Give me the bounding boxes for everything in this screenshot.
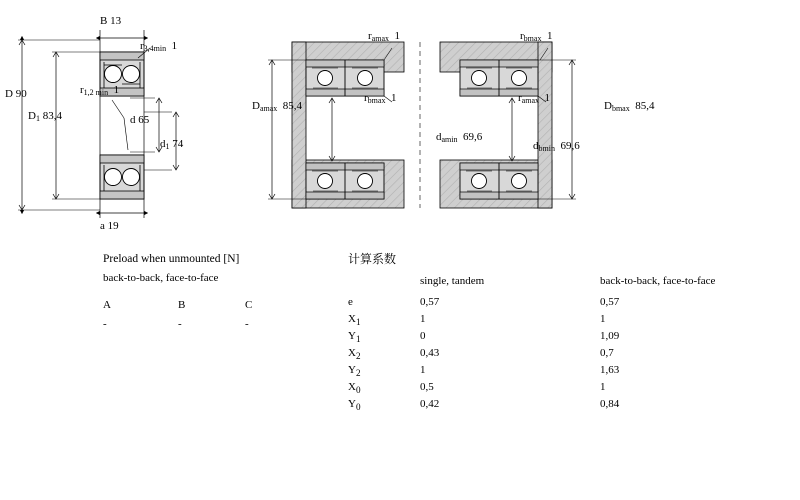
label-d: d 65 xyxy=(130,114,150,126)
label-ramax-mid-value: 1 xyxy=(544,92,550,104)
label-B: B 13 xyxy=(100,15,122,27)
preload-table-subtitle: back-to-back, face-to-face xyxy=(103,272,219,284)
factors-row-btb-4: 1,63 xyxy=(600,364,620,376)
label-ramax-mid-symbol: r xyxy=(518,92,522,104)
preload-value-C: - xyxy=(245,318,249,330)
label-rbmax-mid-sub: bmax xyxy=(367,96,386,105)
label-r12min xyxy=(80,84,119,96)
label-ramax-mid-sub: amax xyxy=(521,96,539,105)
label-ramax-mid xyxy=(518,92,550,104)
preload-col-C: C xyxy=(245,299,253,311)
label-Damax-value: 85,4 xyxy=(282,100,303,112)
label-damin xyxy=(436,131,482,143)
label-dbmin xyxy=(533,140,580,152)
label-r12min-sub: 1,2 min xyxy=(83,88,109,97)
factors-row-label-6 xyxy=(348,398,361,412)
factors-row-single-2: 0 xyxy=(420,330,426,342)
label-damin-symbol: d xyxy=(436,131,442,143)
label-dbmin-symbol: d xyxy=(533,140,539,152)
factors-row-label-2 xyxy=(348,330,361,344)
factors-row-btb-5: 1 xyxy=(600,381,606,393)
factors-row-btb-3: 0,7 xyxy=(600,347,614,359)
label-Damax xyxy=(252,100,302,112)
factors-row-single-1: 1 xyxy=(420,313,426,325)
factors-row-sub-1: 1 xyxy=(355,317,361,328)
label-rbmax-top-sub: bmax xyxy=(523,34,542,43)
factors-row-sub-3: 2 xyxy=(355,351,361,362)
factors-row-single-3: 0,43 xyxy=(420,347,440,359)
label-D1-sub: 1 xyxy=(35,114,40,123)
label-rbmax-mid-symbol: r xyxy=(364,92,368,104)
preload-value-A: - xyxy=(103,318,107,330)
factors-row-symbol-5: X xyxy=(348,381,356,393)
label-D1-value: 83,4 xyxy=(42,110,62,122)
label-damin-sub: amin xyxy=(441,135,458,144)
factors-row-sub-4: 2 xyxy=(355,368,361,379)
label-Dbmax-symbol: D xyxy=(604,100,612,112)
label-ramax-top-sub: amax xyxy=(371,34,389,43)
factors-row-single-4: 1 xyxy=(420,364,426,376)
label-r12min-value: 1 xyxy=(113,84,120,96)
factors-row-sub-5: 0 xyxy=(355,385,361,396)
factors-row-single-5: 0,5 xyxy=(420,381,434,393)
factors-row-symbol-3: X xyxy=(348,347,356,359)
factors-row-symbol-4: Y xyxy=(348,364,356,376)
label-d1 xyxy=(160,138,183,150)
factors-row-label-3 xyxy=(348,347,361,361)
label-r34min-value: 1 xyxy=(171,40,178,52)
factors-row-label-1 xyxy=(348,313,361,327)
label-Damax-sub: amax xyxy=(259,104,278,113)
factors-row-btb-6: 0,84 xyxy=(600,398,620,410)
label-D: D 90 xyxy=(5,88,27,100)
label-Dbmax xyxy=(604,100,654,112)
label-d1-value: 74 xyxy=(172,138,184,150)
factors-row-label-0 xyxy=(348,296,353,310)
label-d1-symbol: d xyxy=(160,138,166,150)
label-r12min-symbol: r xyxy=(80,84,84,96)
factors-col1-header: single, tandem xyxy=(420,275,485,287)
label-Damax-symbol: D xyxy=(252,100,260,112)
factors-row-btb-2: 1,09 xyxy=(600,330,620,342)
label-damin-value: 69,6 xyxy=(463,131,483,143)
preload-col-B: B xyxy=(178,299,186,311)
label-Dbmax-sub: bmax xyxy=(611,104,630,113)
label-D1-symbol: D xyxy=(28,110,36,122)
factors-row-label-5 xyxy=(348,381,361,395)
factors-row-sub-6: 0 xyxy=(355,402,361,413)
label-rbmax-mid xyxy=(364,92,396,104)
label-a: a 19 xyxy=(100,220,119,232)
label-ramax-top xyxy=(368,30,400,42)
factors-row-symbol-6: Y xyxy=(348,398,356,410)
factors-row-sub-2: 1 xyxy=(355,334,361,345)
factors-row-single-6: 0,42 xyxy=(420,398,440,410)
label-rbmax-top-symbol: r xyxy=(520,30,524,42)
preload-col-A: A xyxy=(103,299,111,311)
label-r34min-sub: 3,4min xyxy=(143,44,167,53)
label-rbmax-top-value: 1 xyxy=(546,30,553,42)
label-D1 xyxy=(28,110,62,122)
label-Dbmax-value: 85,4 xyxy=(635,100,655,112)
factors-row-single-0: 0,57 xyxy=(420,296,440,308)
label-rbmax-mid-value: 1 xyxy=(390,92,397,104)
label-d1-sub: 1 xyxy=(165,142,170,151)
label-ramax-top-value: 1 xyxy=(394,30,400,42)
label-r34min-symbol: r xyxy=(140,40,144,52)
factors-row-symbol-1: X xyxy=(348,313,356,325)
factors-row-symbol-0: e xyxy=(348,296,353,308)
factors-row-btb-0: 0,57 xyxy=(600,296,620,308)
label-r34min xyxy=(140,40,177,52)
label-dbmin-sub: bmin xyxy=(538,144,555,153)
factors-row-symbol-2: Y xyxy=(348,330,356,342)
factors-row-label-4 xyxy=(348,364,361,378)
label-ramax-top-symbol: r xyxy=(368,30,372,42)
factors-col2-header: back-to-back, face-to-face xyxy=(600,275,716,287)
preload-value-B: - xyxy=(178,318,182,330)
factors-table-title: 计算系数 xyxy=(348,252,397,266)
factors-row-btb-1: 1 xyxy=(600,313,606,325)
label-dbmin-value: 69,6 xyxy=(560,140,580,152)
label-rbmax-top xyxy=(520,30,552,42)
preload-table-title: Preload when unmounted [N] xyxy=(103,253,240,265)
